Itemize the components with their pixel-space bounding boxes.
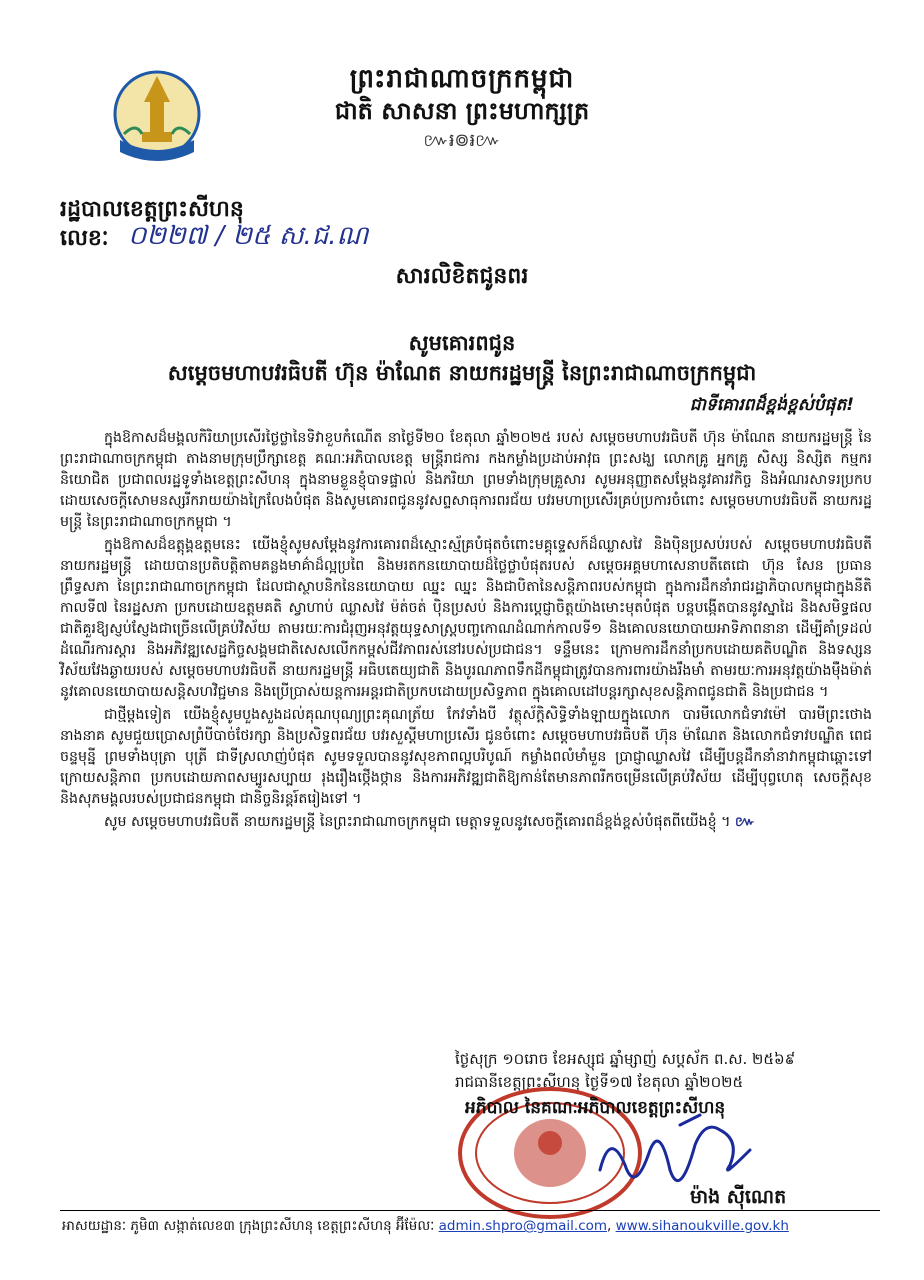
date-solar: រាជធានីខេត្តព្រះសីហនុ ថ្ងៃទី១៧ ខែតុលា ឆ្នាំ២០២៥ — [455, 1073, 744, 1091]
footer-address: អាសយដ្ឋានៈ ភូមិ៣ សង្កាត់លេខ៣ ក្រុងព្រះសីហនុ ខេត្តព្រះសីហនុ អ៊ីម៉ែលៈ — [62, 1218, 435, 1234]
national-motto: ជាតិ សាសនា ព្រះមហាក្សត្រ — [334, 97, 590, 125]
footer-contact — [62, 1217, 789, 1237]
reference-number-handwritten: ០២២៧ / ២៥ ស.ជ.ណ — [128, 221, 369, 251]
header-ornament: ៚៛៙៛៚ — [423, 130, 501, 151]
signatory-name: ម៉ាង ស៊ីណេត — [690, 1186, 787, 1208]
document-type: សារលិខិតជូនពរ — [395, 264, 529, 289]
reference-label: លេខៈ — [60, 226, 109, 251]
closing-text: សូម សម្តេចមហាបវរធិបតី នាយករដ្ឋមន្ត្រី នៃព្រះរាជាណាចក្រកម្ពុជា មេត្តាទទួលនូវសេចក្តីគោរពដ៏ខ្ពង់ខ្ពស់បំផុតពីយើងខ្ញុំ ។ — [104, 814, 731, 830]
paragraph — [60, 812, 872, 833]
addressee: សម្តេចមហាបវរធិបតី ហ៊ុន ម៉ាណែត នាយករដ្ឋមន្ត្រី នៃព្រះរាជាណាចក្រកម្ពុជា — [167, 361, 757, 385]
greeting: សូមគោរពជូន — [408, 331, 516, 355]
letter-body — [60, 428, 872, 835]
footer-email-link[interactable]: admin.shpro@gmail.com — [438, 1218, 608, 1234]
respect-line: ជាទីគោរពដ៏ខ្ពង់ខ្ពស់បំផុត! — [689, 395, 854, 415]
date-lunar: ថ្ងៃសុក្រ ១០រោច ខែអស្សុជ ឆ្នាំម្សាញ់ សប្តស័ក ព.ស. ២៥៦៩ — [455, 1050, 796, 1068]
paragraph: ជាថ្មីម្តងទៀត យើងខ្ញុំសូមបួងសួងដល់គុណបុណ្យព្រះគុណត្រ័យ កែវទាំងបី វត្ថុស័ក្តិសិទ្ធិទាំងឡាយក្នុងលោក បារមីលោកជំទាវម៉ៅ បារមីព្រះថោងនាងនាគ សូមជួយប្រោសព្រំបីបាច់ថែរក្សា និងប្រសិទ្ធពរជ័យ បវរសួស្តីមហាប្រសើរ ជូនចំពោះ សម្តេចមហាបវរធិបតី ហ៊ុន ម៉ាណែត និងលោកជំទាវបណ្ឌិត ពេជ ចន្ទមុន្នី ព្រមទាំងបុត្រា បុត្រី ជាទីស្រលាញ់បំផុត សូមទទួលបាននូវសុខភាពល្អបរិបូណ៍ កម្លាំងពលំមាំមួន ប្រាជ្ញាឈ្លាសវៃ ដើម្បីបន្តដឹកនាំនាវាកម្ពុជាឆ្ពោះទៅក្រោយសន្តិភាព ប្រកបដោយភាពសម្បូរសប្បាយ រុងរឿងថ្កើងថ្កាន និងការអភិវឌ្ឍជាតិឱ្យកាន់តែមានភាពរីកចម្រើនលើគ្រប់វិស័យ ដើម្បីបុព្វហេតុ សេចក្តីសុខ និងសុភមង្គលរបស់ប្រជាជនកម្ពុជា ជានិច្ចនិរន្តរ៍តរៀងទៅ ។ — [60, 707, 872, 807]
sender-office: រដ្ឋបាលខេត្តព្រះសីហនុ — [60, 197, 244, 222]
provincial-emblem-logo — [112, 62, 202, 170]
signatory-title: អភិបាល នៃគណៈអភិបាលខេត្តព្រះសីហនុ — [465, 1098, 726, 1118]
paragraph: ក្នុងឱកាសដ៏ឧត្តុង្គឧត្តមនេះ យើងខ្ញុំសូមសម្តែងនូវការគោរពដ៏ស្មោះស្ម័គ្របំផុតចំពោះមគ្គុទ្ទេសក៍ដ៏ឈ្លាសវៃ និងប៉ិនប្រសប់របស់ សម្តេចមហាបវរធិបតី នាយករដ្ឋមន្ត្រី ដោយបានប្រតិបត្តិតាមគន្លងមាគ៌ាដ៏ល្អប្រពៃ និងមរតកនយោបាយដ៏ថ្លៃថ្លាបំផុតរបស់ សម្តេចអគ្គមហាសេនាបតីតេជោ ហ៊ុន សែន ប្រធានព្រឹទ្ធសភា នៃព្រះរាជាណាចក្រកម្ពុជា ដែលជាស្ថាបនិកនៃនយោបាយ ឈ្នះ ឈ្នះ និងជាបិតានៃសន្តិភាពរបស់កម្ពុជា ក្នុងការដឹកនាំរាជរដ្ឋាភិបាលកម្ពុជាក្នុងនីតិកាលទី៧ នៃរដ្ឋសភា ប្រកបដោយឧត្តមគតិ ស្វាហាប់ ឈ្លាសវៃ ម៉ត់ចត់ ប៉ិនប្រសប់ និងការប្តេជ្ញាចិត្តយ៉ាងមោះមុតបំផុត បន្តបង្កើតបាននូវស្នាដៃ និងសមិទ្ធផលជាតិគួរឱ្យស្ញប់ស្ញែងជាច្រើនលើគ្រប់វិស័យ តាមរយៈការជំរុញអនុវត្តយុទ្ធសាស្ត្របញ្ចកោណដំណាក់កាលទី១ និងគោលនយោបាយអាទិភាពនានា ដើម្បីគាំទ្រដល់ដំណើរការស្តារ និងអភិវឌ្ឍសេដ្ឋកិច្ចសង្គមជាតិសេសលើកកម្ពស់ជីវភាពរស់នៅរបស់ប្រជាជន។ ទន្ទឹមនេះ ក្រោមការដឹកនាំប្រកបដោយគតិបណ្ឌិត និងទស្សនវិស័យវែងឆ្ងាយរបស់ សម្តេចមហាបវរធិបតី នាយករដ្ឋមន្ត្រី អធិបតេយ្យជាតិ និងបូរណភាពទឹកដីកម្ពុជាត្រូវបានការពារយ៉ាងរឹងមាំ តាមរយៈការអនុវត្តយ៉ាងម៉ឺងម៉ាត់នូវគោលនយោបាយសន្តិសហវិជ្ជមាន និងប្រើប្រាស់យន្តការអន្តរជាតិប្រកបដោយប្រសិទ្ធភាព ក្នុងគោលដៅបន្តរក្សាសុខសន្តិភាពជូនជាតិ និងប្រជាជន ។ — [60, 537, 872, 700]
footer-website-link[interactable]: www.sihanoukville.gov.kh — [615, 1218, 789, 1234]
paragraph: ក្នុងឱកាសដ៏មង្គលកិរិយាប្រសើរថ្ងៃថ្លានៃទិវាខួបកំណើត នាថ្ងៃទី២០ ខែតុលា ឆ្នាំ២០២៥ របស់ សម្តេចមហាបវរធិបតី ហ៊ុន ម៉ាណែត នាយករដ្ឋមន្ត្រី នៃព្រះរាជាណាចក្រកម្ពុជា តាងនាមក្រុមប្រឹក្សាខេត្ត គណៈអភិបាលខេត្ត មន្ត្រីរាជការ កងកម្លាំងប្រដាប់អាវុធ ព្រះសង្ឃ លោកគ្រូ អ្នកគ្រូ សិស្ស និស្សិត កម្មករ និយោជិត ប្រជាពលរដ្ឋទូទាំងខេត្តព្រះសីហនុ ក្នុងនាមខ្លួនខ្ញុំបាទផ្ទាល់ និងភរិយា ព្រមទាំងក្រុមគ្រួសារ សូមអនុញ្ញាតសម្តែងនូវគារវកិច្ច និងអំណរសាទរប្រកបដោយសេចក្តីសោមនស្សរីករាយយ៉ាងក្រៃលែងបំផុត និងសូមគោរពជូននូវសព្ទសាធុការពរជ័យ បវរមហាប្រសើរគ្រប់ប្រការចំពោះ សម្តេចមហាបវរធិបតី នាយករដ្ឋមន្ត្រី នៃព្រះរាជាណាចក្រកម្ពុជា ។ — [60, 430, 872, 530]
footer-separator: , — [607, 1218, 612, 1234]
footer-divider — [60, 1210, 880, 1211]
closing-mark: ៚ — [735, 814, 756, 830]
kingdom-title: ព្រះរាជាណាចក្រកម្ពុជា — [349, 64, 575, 94]
